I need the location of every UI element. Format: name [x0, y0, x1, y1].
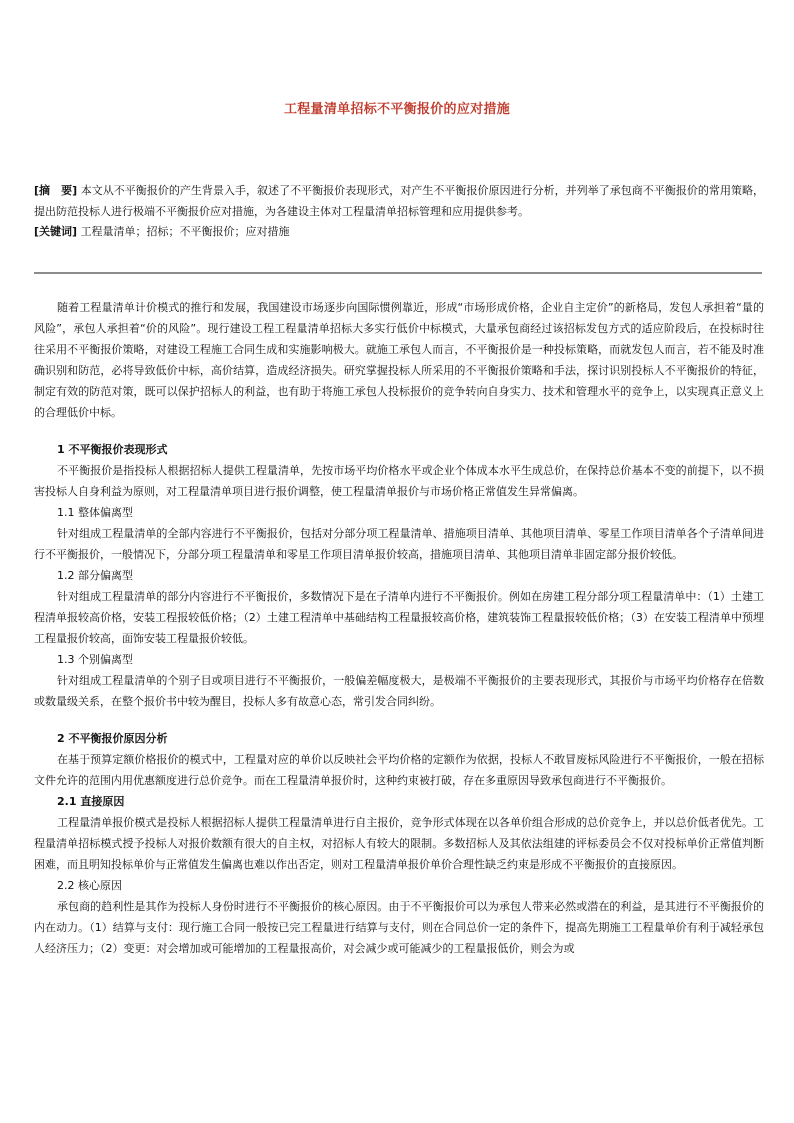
subsection-2-1-paragraph: 工程量清单报价模式是投标人根据招标人提供工程量清单进行自主报价，竞争形式体现在以各单价组合形成的总价竞争上，并以总价低者优先。工程量清单招标模式授予投标人对报价数额有很大的自主权，对招标人有较大的限制。多数招标人及其依法组建的评标委员会不仅对投标单价正常值判断困难，而且明知投标单价与正常值发生偏离也难以作出否定，则对工程量清单报价单价合理性缺乏约束是形成不平衡报价的直接原因。 [34, 816, 764, 871]
section-2-heading: 2 不平衡报价原因分析 [57, 732, 168, 745]
section-1-heading: 1 不平衡报价表现形式 [57, 443, 168, 456]
subsection-1-3-heading: 1.3 个别偏离型 [57, 653, 133, 666]
abstract-text: 本文从不平衡报价的产生背景入手，叙述了不平衡报价表现形式，对产生不平衡报价原因进行分析，并列举了承包商不平衡报价的常用策略，提出防范投标人进行极端不平衡报价应对措施，为各建设主体对工程量清单招标管理和应用提供参考。 [34, 184, 765, 218]
keywords-text: 工程量清单；招标；不平衡报价；应对措施 [80, 225, 290, 238]
subsection-1-1-paragraph: 针对组成工程量清单的全部内容进行不平衡报价，包括对分部分项工程量清单、措施项目清单、其他项目清单、零星工作项目清单各个子清单间进行不平衡报价，一般情况下，分部分项工程量清单和零星工作项目清单报价较高，措施项目清单、其他项目清单非固定部分报价较低。 [34, 527, 764, 561]
subsection-1-3-paragraph: 针对组成工程量清单的个别子目或项目进行不平衡报价，一般偏差幅度极大，是极端不平衡报价的主要表现形式，其报价与市场平均价格存在倍数或数量级关系，在整个报价书中较为醒目，投标人多有故意心态，常引发合同纠纷。 [34, 674, 764, 708]
subsection-1-2-paragraph: 针对组成工程量清单的部分内容进行不平衡报价，多数情况下是在子清单内进行不平衡报价。例如在房建工程分部分项工程量清单中：（1）土建工程清单报较高价格，安装工程报较低价格；（2）土建工程清单中基础结构工程量报较高价格，建筑装饰工程量报较低价格；（3）在安装工程清单中预埋工程量报价较高，面饰安装工程量报价较低。 [34, 590, 764, 645]
abstract-label: [摘 要] [34, 184, 78, 197]
horizontal-divider [34, 272, 762, 274]
section-1-paragraph: 不平衡报价是指投标人根据招标人提供工程量清单，先按市场平均价格水平或企业个体成本水平生成总价，在保持总价基本不变的前提下，以不损害投标人自身利益为原则，对工程量清单项目进行报价调整，使工程量清单报价与市场价格正常值发生异常偏离。 [34, 464, 764, 498]
subsection-2-2-paragraph: 承包商的趋利性是其作为投标人身份时进行不平衡报价的核心原因。由于不平衡报价可以为承包人带来必然或潜在的利益，是其进行不平衡报价的内在动力。（1）结算与支付：现行施工合同一般按已完工程量进行结算与支付，则在合同总价一定的条件下，提高先期施工工程量单价有利于减轻承包人经济压力；（2）变更：对会增加或可能增加的工程量报高价，对会减少或可能减少的工程量报低价，则会为或 [34, 900, 764, 955]
subsection-2-1-heading: 2.1 直接原因 [57, 795, 125, 808]
subsection-1-1-heading: 1.1 整体偏离型 [57, 506, 133, 519]
abstract-block [34, 180, 764, 222]
keywords-block [34, 221, 764, 242]
subsection-2-2-heading: 2.2 核心原因 [57, 879, 122, 892]
keywords-label: [关键词] [34, 225, 78, 238]
document-title: 工程量清单招标不平衡报价的应对措施 [283, 102, 511, 117]
intro-paragraph: 随着工程量清单计价模式的推行和发展，我国建设市场逐步向国际惯例靠近，形成“市场形成价格，企业自主定价”的新格局，发包人承担着“量的风险”，承包人承担着“价的风险”。现行建设工程工程量清单招标大多实行低价中标模式，大量承包商经过该招标发包方式的适应阶段后，在投标时往往采用不平衡报价策略，对建设工程施工合同生成和实施影响极大。就施工承包人而言，不平衡报价是一种投标策略，而就发包人而言，若不能及时准确识别和防范，必将导致低价中标，高价结算，造成经济损失。研究掌握投标人所采用的不平衡报价策略和手法，探讨识别投标人不平衡报价的特征，制定有效的防范对策，既可以保护招标人的利益，也有助于将施工承包人投标报价的竞争转向自身实力、技术和管理水平的竞争上，以实现真正意义上的合理低价中标。 [34, 301, 764, 419]
subsection-1-2-heading: 1.2 部分偏离型 [57, 569, 133, 582]
article-body [34, 297, 764, 959]
section-2-paragraph: 在基于预算定额价格报价的模式中，工程量对应的单价以反映社会平均价格的定额作为依据，投标人不敢冒废标风险进行不平衡报价，一般在招标文件允许的范围内用优惠额度进行总价竞争。而在工程量清单报价时，这种约束被打破，存在多重原因导致承包商进行不平衡报价。 [34, 753, 764, 787]
